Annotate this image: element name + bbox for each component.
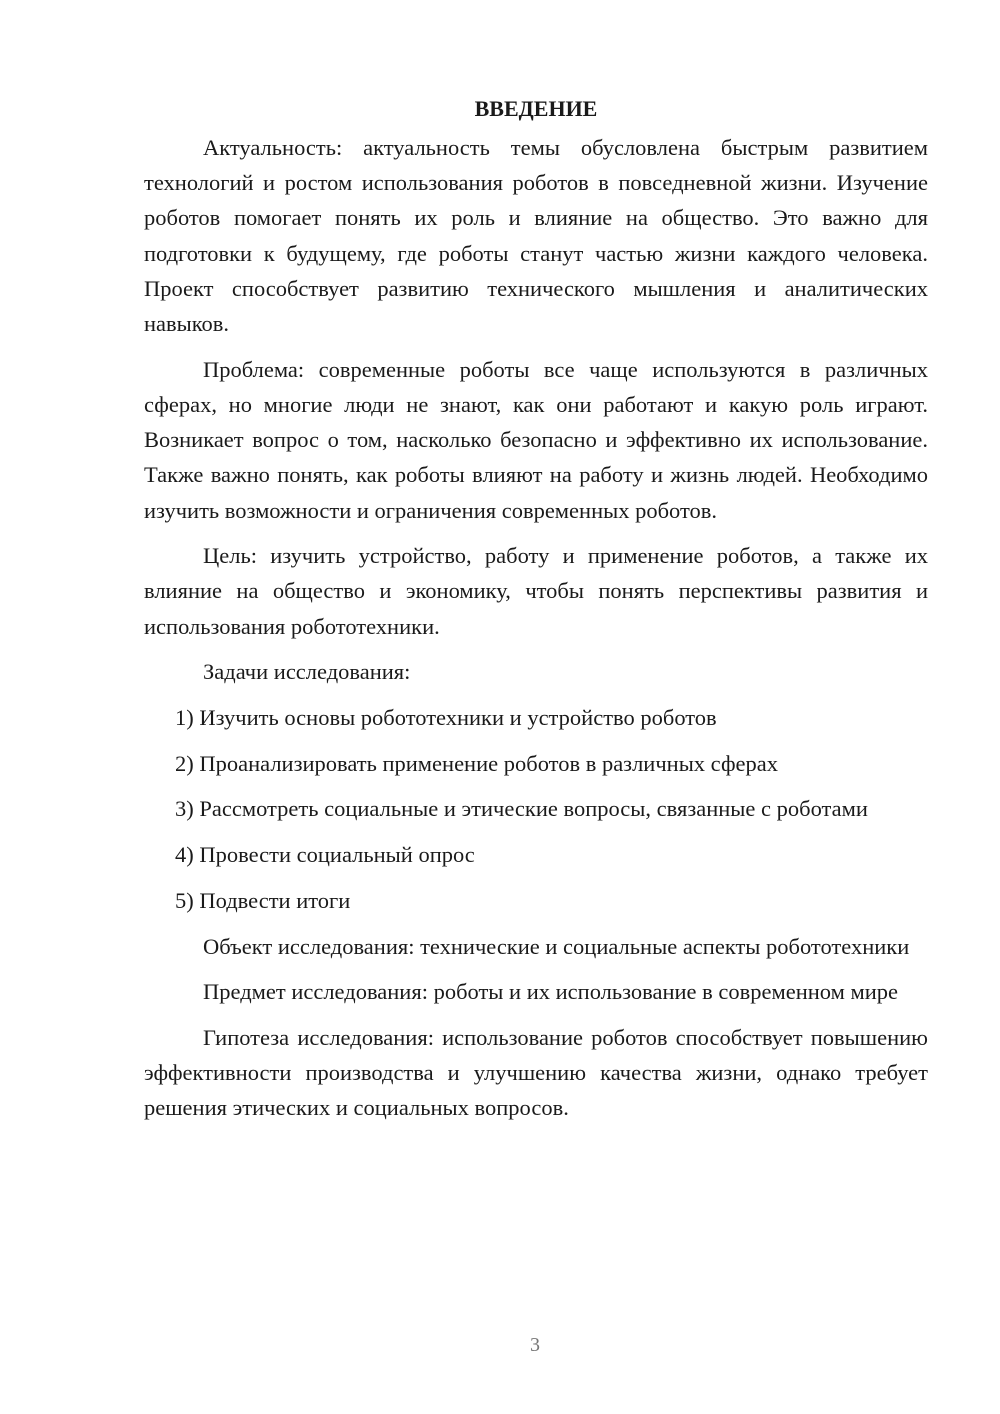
task-item-5: 5) Подвести итоги bbox=[175, 887, 351, 913]
page-number: 3 bbox=[530, 1334, 540, 1356]
paragraph-goal: Цель: изучить устройство, работу и применение роботов, а также их влияние на общество и экономику, чтобы понять перспективы развития и использования робототехники. bbox=[144, 543, 928, 639]
task-item-4: 4) Провести социальный опрос bbox=[175, 842, 475, 868]
document-page bbox=[144, 92, 928, 1126]
paragraph-relevance: Актуальность: актуальность темы обусловлена быстрым развитием технологий и ростом использования роботов в повседневной жизни. Изучение роботов помогает понять их роль и влияние на общество. Это важно для подготовки к будущему, где роботы станут частью жизни каждого человека. Проект способствует развитию технического мышления и аналитических навыков. bbox=[144, 135, 928, 337]
paragraph-tasks-heading: Задачи исследования: bbox=[203, 659, 411, 685]
task-item-3: 3) Рассмотреть социальные и этические вопросы, связанные с роботами bbox=[175, 796, 868, 822]
paragraph-object: Объект исследования: технические и социальные аспекты робототехники bbox=[203, 933, 910, 959]
paragraph-problem: Проблема: современные роботы все чаще используются в различных сферах, но многие люди не знают, как они работают и какую роль играют. Возникает вопрос о том, насколько безопасно и эффективно их использование. Также важно понять, как роботы влияют на работу и жизнь людей. Необходимо изучить возможности и ограничения современных роботов. bbox=[144, 356, 928, 523]
paragraph-subject: Предмет исследования: роботы и их использование в современном мире bbox=[203, 979, 899, 1005]
task-item-1: 1) Изучить основы робототехники и устройство роботов bbox=[175, 705, 717, 731]
paragraph-hypothesis: Гипотеза исследования: использование роботов способствует повышению эффективности производства и улучшению качества жизни, однако требует решения этических и социальных вопросов. bbox=[144, 1024, 928, 1121]
task-item-2: 2) Проанализировать применение роботов в различных сферах bbox=[175, 750, 778, 776]
section-title: ВВЕДЕНИЕ bbox=[474, 96, 598, 121]
